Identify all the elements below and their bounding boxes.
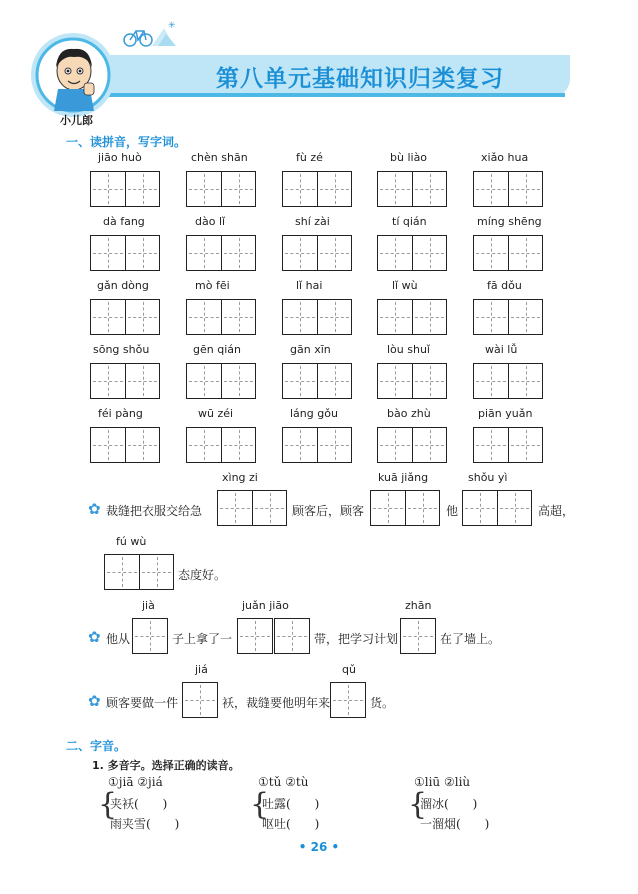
pinyin-label: fā dǒu bbox=[487, 279, 522, 292]
pinyin-label: sōng shǒu bbox=[93, 343, 150, 356]
write-box[interactable] bbox=[377, 171, 447, 207]
write-box[interactable] bbox=[370, 490, 440, 526]
write-box[interactable] bbox=[186, 363, 256, 399]
pinyin-label: jiá bbox=[195, 663, 208, 676]
pinyin-label: dào lǐ bbox=[195, 215, 226, 228]
bicycle-icon bbox=[122, 20, 182, 50]
write-box[interactable] bbox=[132, 618, 168, 654]
write-box[interactable] bbox=[237, 618, 273, 654]
brace-icon: { bbox=[98, 787, 118, 822]
write-box[interactable] bbox=[90, 235, 160, 271]
sentence-text: 顾客后，顾客 bbox=[292, 504, 365, 518]
sentence-text: 他 bbox=[446, 504, 459, 518]
pinyin-label: láng gǒu bbox=[290, 407, 338, 420]
pinyin-label: wū zéi bbox=[198, 407, 234, 420]
write-box[interactable] bbox=[104, 554, 174, 590]
pinyin-label: kuā jiǎng bbox=[378, 471, 429, 484]
write-box[interactable] bbox=[473, 235, 543, 271]
pinyin-label: shǒu yì bbox=[468, 471, 508, 484]
pinyin-label: gǎn dòng bbox=[97, 279, 149, 292]
write-box[interactable] bbox=[282, 363, 352, 399]
pinyin-label: dà fang bbox=[103, 215, 145, 228]
write-box[interactable] bbox=[377, 235, 447, 271]
pinyin-label: féi pàng bbox=[98, 407, 143, 420]
pinyin-label: lǐ hai bbox=[296, 279, 323, 292]
word-item[interactable]: 溜冰( ) bbox=[420, 797, 478, 811]
pinyin-label: jiāo huò bbox=[98, 151, 142, 164]
pinyin-label: juǎn jiāo bbox=[242, 599, 289, 612]
pinyin-label: bào zhù bbox=[387, 407, 431, 420]
pinyin-label: gēn qián bbox=[193, 343, 241, 356]
write-box[interactable] bbox=[282, 299, 352, 335]
pinyin-label: wài lǚ bbox=[485, 343, 518, 356]
word-item[interactable]: 吐露( ) bbox=[262, 797, 320, 811]
write-box[interactable] bbox=[377, 299, 447, 335]
header-underline bbox=[60, 93, 565, 97]
pinyin-label: míng shēng bbox=[477, 215, 542, 228]
sentence-text: 顾客要做一件 bbox=[106, 696, 179, 710]
sentence-text: 在了墙上。 bbox=[440, 632, 501, 646]
sentence-text: 他从 bbox=[106, 632, 131, 646]
write-box[interactable] bbox=[330, 682, 366, 718]
write-box[interactable] bbox=[282, 427, 352, 463]
write-box[interactable] bbox=[282, 235, 352, 271]
write-box[interactable] bbox=[473, 427, 543, 463]
reading-options: ①liū ②liù bbox=[414, 775, 471, 789]
pinyin-label: bù liào bbox=[390, 151, 428, 164]
pinyin-label: xìng zi bbox=[222, 471, 258, 484]
pinyin-label: lòu shuǐ bbox=[387, 343, 430, 356]
write-box[interactable] bbox=[182, 682, 218, 718]
pinyin-label: gān xīn bbox=[290, 343, 331, 356]
sentence-text: 子上拿了一 bbox=[172, 632, 233, 646]
sentence-text: 带，把学习计划 bbox=[314, 632, 399, 646]
word-item[interactable]: 呕吐( ) bbox=[262, 817, 320, 831]
pinyin-label: xiǎo hua bbox=[481, 151, 529, 164]
reading-options: ①jiā ②jiá bbox=[108, 775, 163, 789]
write-box[interactable] bbox=[400, 618, 436, 654]
pinyin-label: fú wù bbox=[116, 535, 147, 548]
sentence-text: 高超， bbox=[538, 504, 575, 518]
write-box[interactable] bbox=[473, 299, 543, 335]
pinyin-label: fù zé bbox=[296, 151, 323, 164]
pinyin-label: shí zài bbox=[295, 215, 330, 228]
pinyin-label: lǐ wù bbox=[392, 279, 418, 292]
sentence-text: 态度好。 bbox=[178, 568, 227, 582]
write-box[interactable] bbox=[473, 363, 543, 399]
word-item[interactable]: 雨夹雪( ) bbox=[110, 817, 180, 831]
write-box[interactable] bbox=[90, 299, 160, 335]
write-box[interactable] bbox=[274, 618, 310, 654]
pinyin-label: zhān bbox=[405, 599, 432, 612]
write-box[interactable] bbox=[473, 171, 543, 207]
pinyin-label: chèn shān bbox=[191, 151, 248, 164]
brace-icon: { bbox=[250, 787, 270, 822]
mascot-label: 小儿郎 bbox=[60, 114, 93, 127]
sentence-text: 货。 bbox=[370, 696, 395, 710]
write-box[interactable] bbox=[282, 171, 352, 207]
pinyin-label: piān yuǎn bbox=[478, 407, 533, 420]
write-box[interactable] bbox=[462, 490, 532, 526]
svg-text:✳: ✳ bbox=[168, 21, 176, 31]
word-item[interactable]: 夹袄( ) bbox=[110, 797, 168, 811]
write-box[interactable] bbox=[90, 427, 160, 463]
page-title: 第八单元基础知识归类复习 bbox=[216, 66, 504, 92]
write-box[interactable] bbox=[186, 299, 256, 335]
write-box[interactable] bbox=[90, 363, 160, 399]
write-box[interactable] bbox=[217, 490, 287, 526]
reading-options: ①tǔ ②tù bbox=[258, 775, 309, 789]
write-box[interactable] bbox=[186, 427, 256, 463]
pinyin-label: mò fēi bbox=[195, 279, 230, 292]
write-box[interactable] bbox=[186, 235, 256, 271]
mascot-boy-icon bbox=[28, 25, 118, 125]
write-box[interactable] bbox=[377, 427, 447, 463]
brace-icon: { bbox=[408, 787, 428, 822]
sentence-text: 袄，裁缝要他明年来 bbox=[222, 696, 331, 710]
pinyin-label: tí qián bbox=[392, 215, 427, 228]
flower-bullet-icon: ✿ bbox=[88, 692, 101, 710]
flower-bullet-icon: ✿ bbox=[88, 500, 101, 518]
pinyin-label: jià bbox=[142, 599, 155, 612]
word-item[interactable]: 一溜烟( ) bbox=[420, 817, 490, 831]
page-number: • 26 • bbox=[298, 840, 340, 854]
write-box[interactable] bbox=[377, 363, 447, 399]
sentence-text: 裁缝把衣服交给急 bbox=[106, 504, 203, 518]
pinyin-label: qǔ bbox=[342, 663, 356, 676]
section1-heading: 一、读拼音，写字词。 bbox=[66, 135, 187, 149]
section2-heading: 二、字音。 bbox=[66, 739, 127, 753]
flower-bullet-icon: ✿ bbox=[88, 628, 101, 646]
section2-subheading: 1. 多音字。选择正确的读音。 bbox=[92, 759, 240, 772]
write-box[interactable] bbox=[186, 171, 256, 207]
write-box[interactable] bbox=[90, 171, 160, 207]
